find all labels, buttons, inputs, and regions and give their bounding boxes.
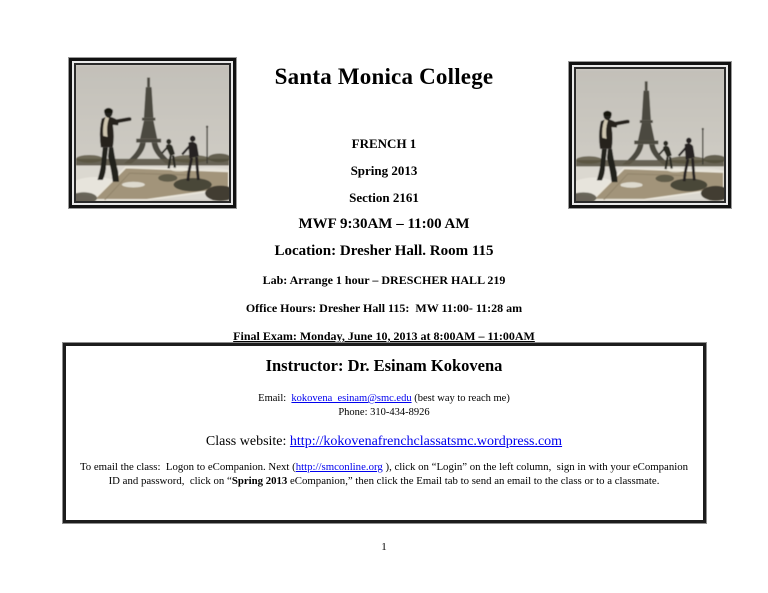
course-schedule: MWF 9:30AM – 11:00 AM (298, 216, 470, 232)
class-website-link[interactable]: http://kokovenafrenchclassatsmc.wordpress.com (289, 434, 563, 449)
website-label: Class website: (205, 434, 290, 449)
instructions-bold-term: Spring 2013 (231, 474, 288, 487)
website-line (0, 434, 768, 450)
final-exam-info: Final Exam: Monday, June 10, 2013 at 8:00AM – 11:00AM (233, 329, 535, 343)
email-note: (best way to reach me) (411, 393, 510, 404)
smconline-link[interactable]: http://smconline.org (295, 461, 383, 473)
email-line (0, 393, 768, 404)
class-email-instructions (74, 461, 694, 488)
office-hours: Office Hours: Dresher Hall 115: MW 11:00- 11:28 am (245, 301, 523, 315)
page-title: Santa Monica College (274, 64, 494, 89)
course-term: Spring 2013 (350, 163, 418, 178)
instructor-email-link[interactable]: kokovena_esinam@smc.edu (291, 393, 412, 404)
phone-line: Phone: 310-434-8926 (338, 407, 430, 418)
instructions-part3: eCompanion,” then click the Email tab to send an email to the class or to a classmate. (287, 474, 660, 487)
instructor-name-heading: Instructor: Dr. Esinam Kokovena (265, 356, 503, 375)
instructions-part1: To email the class: Logon to eCompanion. Next ( (79, 461, 296, 473)
page-number: 1 (381, 541, 387, 553)
instructions-part2: ), click on “Login” on the left column, sign in with your eCompanion ID and password, click on “ (108, 461, 691, 487)
course-section: Section 2161 (349, 190, 419, 205)
email-label: Email: (258, 393, 292, 404)
course-location: Location: Dresher Hall. Room 115 (274, 243, 494, 259)
course-name: FRENCH 1 (351, 136, 417, 151)
lab-info: Lab: Arrange 1 hour – DRESCHER HALL 219 (262, 273, 506, 287)
